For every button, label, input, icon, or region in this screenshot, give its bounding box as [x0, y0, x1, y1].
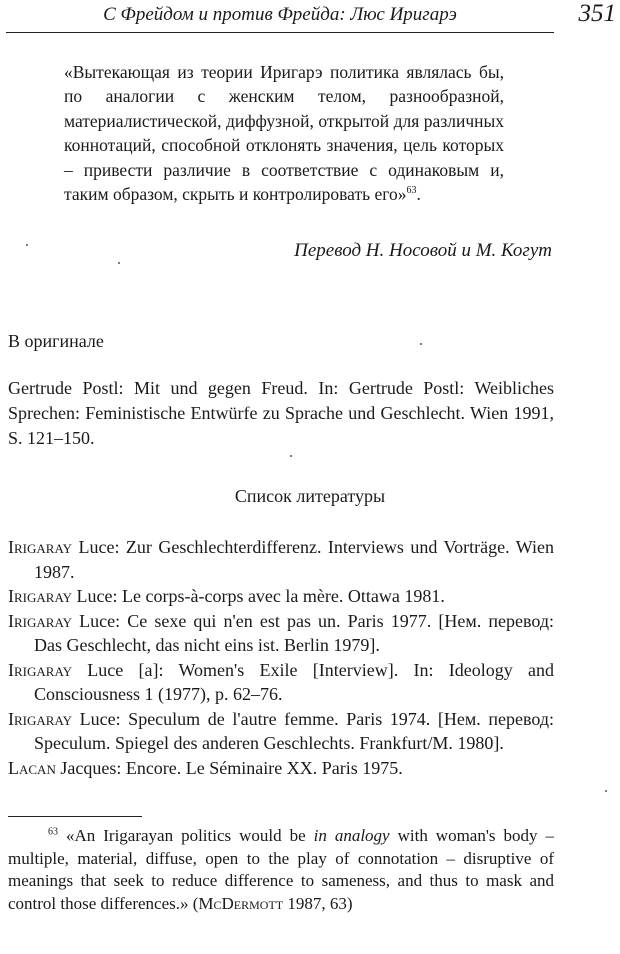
- entry-author: Irigaray: [8, 537, 73, 557]
- footnote-number: 63: [48, 826, 58, 838]
- bibliography-entry: [8, 707, 554, 756]
- entry-author: Irigaray: [8, 708, 73, 729]
- quote-text: «Вытекающая из теории Иригарэ политика являлась бы, по аналогии с женским телом, разнообразной, материалистической, диффузной, открытой для различных коннотаций, способной отклонять значения, цель которых – привести различие в соответствие с одинаковым и, таким образом, скрыть и контролировать его»: [64, 62, 504, 205]
- footnote-emphasis: in analogy: [313, 826, 390, 845]
- bibliography-entry: [8, 535, 554, 584]
- original-heading: В оригинале: [8, 331, 104, 351]
- entry-details: Luce: Ce sexe qui n'en est pas un. Paris 1977. [Нем. перевод: Das Geschlecht, das nicht eins ist. Berlin 1979].: [34, 610, 554, 655]
- scan-speck: [605, 790, 607, 792]
- scan-speck: [118, 262, 120, 264]
- original-reference: Gertrude Postl: Mit und gegen Freud. In: Gertrude Postl: Weibliches Sprechen: Feministische Entwürfe zu Sprache und Geschlecht. Wien 1991, S. 121–150.: [8, 378, 554, 448]
- bibliography-entry: [8, 609, 554, 658]
- bibliography-entry: [8, 756, 554, 781]
- footnote-text-before: «An Irigarayan politics would be: [65, 826, 314, 845]
- footnote-cite-author: McDermott: [198, 893, 284, 913]
- entry-details: Luce: Speculum de l'autre femme. Paris 1974. [Нем. перевод: Speculum. Spiegel des anderen Geschlechts. Frankfurt/M. 1980].: [34, 708, 554, 753]
- entry-details: Luce [a]: Women's Exile [Interview]. In: Ideology and Consciousness 1 (1977), p. 62–76.: [34, 659, 554, 704]
- bibliography-entry: [8, 658, 554, 707]
- bibliography-list: [8, 535, 554, 780]
- page-number: 351: [578, 0, 616, 27]
- footnote-text-after: with woman's body – multiple, material, diffuse, open to the play of connotation – disruptive of meanings that seek to reduce difference to sameness, and thus to mask and control those differences.» (: [8, 826, 554, 913]
- entry-author: Irigaray: [8, 610, 73, 631]
- entry-author: Lacan: [8, 757, 56, 778]
- bibliography-entry: [8, 584, 554, 609]
- entry-details: Jacques: Encore. Le Séminaire XX. Paris 1975.: [55, 757, 403, 778]
- running-head: [6, 0, 616, 33]
- bibliography-heading: Список литературы: [234, 486, 386, 506]
- entry-author: Irigaray: [8, 659, 73, 680]
- footnote-separator: [8, 816, 142, 817]
- scan-speck: [420, 343, 422, 345]
- footnote: [8, 825, 554, 915]
- footnote-cite-rest: 1987, 63): [283, 893, 353, 913]
- entry-author: Irigaray: [8, 586, 73, 606]
- entry-details: Luce: Zur Geschlechterdifferenz. Interviews und Vorträge. Wien 1987.: [34, 537, 554, 582]
- block-quote: «Вытекающая из теории Иригарэ политика являлась бы, по аналогии с женским телом, разнообразной, материалистической, диффузной, открытой для различных коннотаций, способной отклонять значения, цель которых – привести различие в соответствие с одинаковым и, таким образом, скрыть и контролировать его»$^{63}$.: [64, 62, 504, 205]
- translator-credit: Перевод Н. Носовой и М. Когут: [294, 240, 552, 261]
- scan-speck: [290, 455, 292, 457]
- scan-speck: [26, 244, 28, 246]
- running-head-title: С Фрейдом и против Фрейда: Люс Иригарэ: [103, 4, 457, 25]
- entry-details: Luce: Le corps-à-corps avec la mère. Ottawa 1981.: [72, 586, 445, 606]
- footnote-ref: 63: [406, 185, 417, 197]
